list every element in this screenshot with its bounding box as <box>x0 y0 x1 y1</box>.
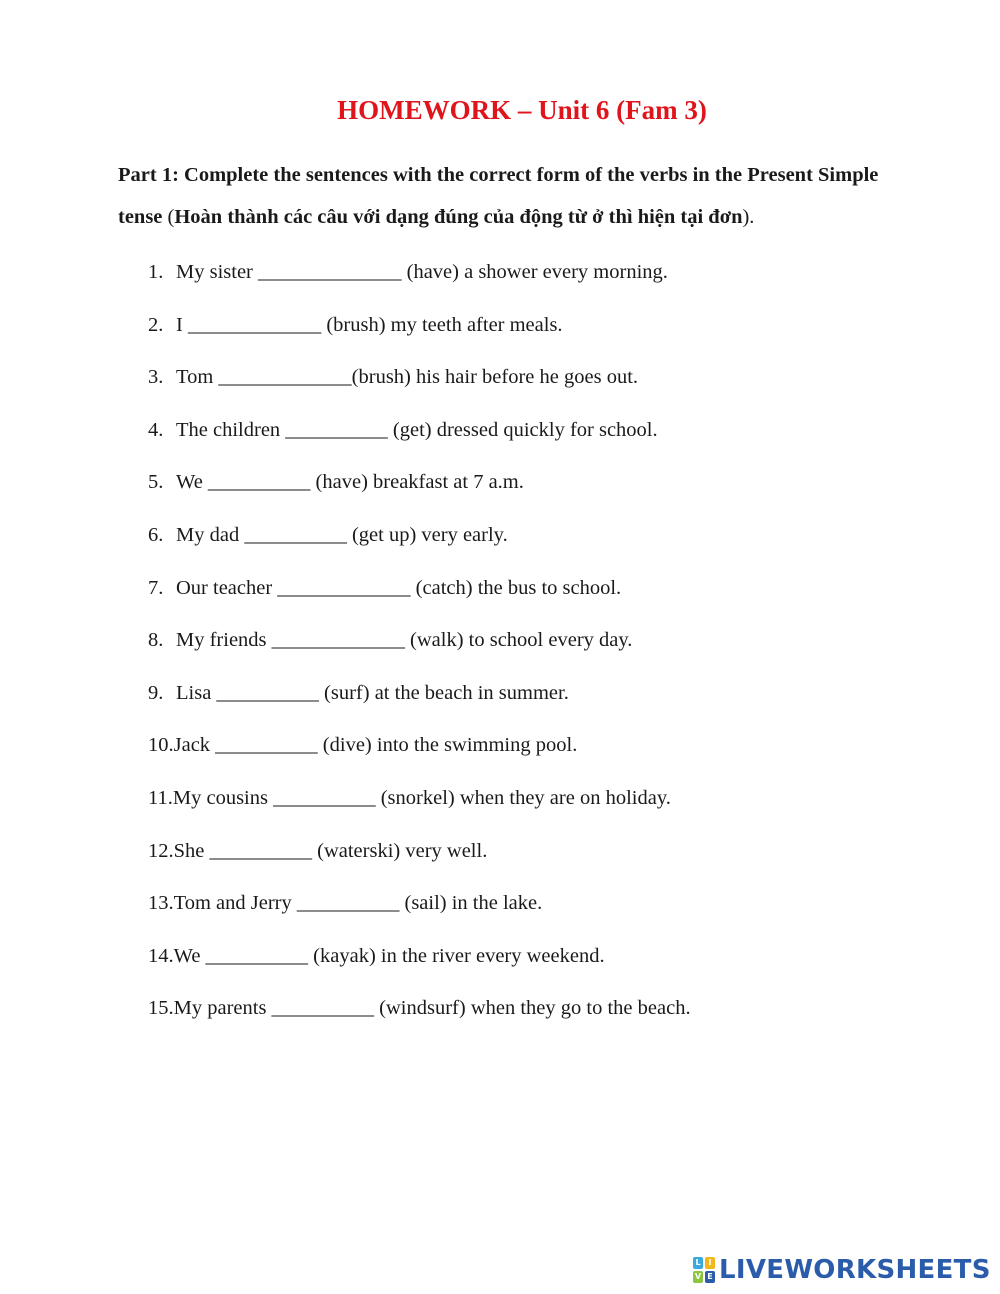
exercise-item <box>148 305 691 358</box>
logo-letter: V <box>694 1272 702 1281</box>
worksheet-title: HOMEWORK – Unit 6 (Fam 3) <box>337 95 707 125</box>
exercise-item <box>148 988 691 1041</box>
logo-letter: L <box>693 1257 703 1269</box>
item-text: My dad __________ (get up) very early. <box>176 523 508 546</box>
item-number: 1. <box>148 261 164 283</box>
item-text: My friends _____________ (walk) to school every day. <box>176 629 633 652</box>
item-number: 12. <box>148 839 174 862</box>
item-number: 3. <box>148 366 164 389</box>
item-number: 13. <box>148 892 174 915</box>
exercise-item <box>148 357 691 410</box>
exercise-item <box>148 620 691 673</box>
exercise-item <box>148 831 691 884</box>
liveworksheets-logo <box>693 1256 991 1284</box>
instructions-close-paren: ). <box>742 206 755 228</box>
item-number: 2. <box>148 313 164 336</box>
item-text: Tom _____________(brush) his hair before he goes out. <box>176 366 639 389</box>
item-number: 9. <box>148 681 164 704</box>
exercise-item <box>148 673 691 726</box>
exercise-item <box>148 515 691 568</box>
item-number: 11. <box>148 786 173 809</box>
item-text: Tom and Jerry __________ (sail) in the lake. <box>173 892 543 915</box>
item-number: 5. <box>148 471 164 494</box>
item-text: My sister ______________ (have) a shower every morning. <box>176 261 668 283</box>
part-1-instructions <box>118 154 908 238</box>
item-number: 4. <box>148 418 164 441</box>
exercise-item <box>148 568 691 621</box>
logo-letter: E <box>705 1271 715 1283</box>
item-text: Lisa __________ (surf) at the beach in summer. <box>176 681 569 704</box>
item-text: We __________ (kayak) in the river every weekend. <box>173 944 605 967</box>
item-number: 10. <box>148 734 174 757</box>
exercise-item <box>148 936 691 989</box>
exercise-list <box>148 252 691 1041</box>
instructions-open-paren: ( <box>162 206 175 228</box>
exercise-item <box>148 725 691 778</box>
item-number: 6. <box>148 523 164 546</box>
exercise-item <box>148 462 691 515</box>
instructions-vietnamese: Hoàn thành các câu với dạng đúng của động từ ở thì hiện tại đơn <box>174 206 743 228</box>
item-number: 7. <box>148 576 164 599</box>
item-text: The children __________ (get) dressed quickly for school. <box>176 418 658 441</box>
item-text: I _____________ (brush) my teeth after meals. <box>176 313 563 336</box>
item-text: We __________ (have) breakfast at 7 a.m. <box>176 471 524 494</box>
item-number: 8. <box>148 629 164 652</box>
item-number: 15. <box>148 997 174 1020</box>
exercise-item <box>148 778 691 831</box>
item-text: She __________ (waterski) very well. <box>173 839 488 862</box>
item-text: My parents __________ (windsurf) when they go to the beach. <box>173 997 691 1020</box>
exercise-item <box>148 883 691 936</box>
logo-text: LIVEWORKSHEETS <box>719 1255 991 1285</box>
exercise-item <box>148 252 691 305</box>
exercise-item <box>148 410 691 463</box>
logo-mark-icon <box>693 1257 715 1283</box>
item-text: Jack __________ (dive) into the swimming pool. <box>173 734 578 757</box>
instructions-english: Part 1: Complete the sentences with the correct form of the verbs in the Present Simple tense <box>118 164 879 228</box>
item-text: My cousins __________ (snorkel) when they are on holiday. <box>172 786 671 809</box>
item-text: Our teacher _____________ (catch) the bus to school. <box>176 576 622 599</box>
item-number: 14. <box>148 944 174 967</box>
logo-letter: I <box>705 1257 715 1269</box>
